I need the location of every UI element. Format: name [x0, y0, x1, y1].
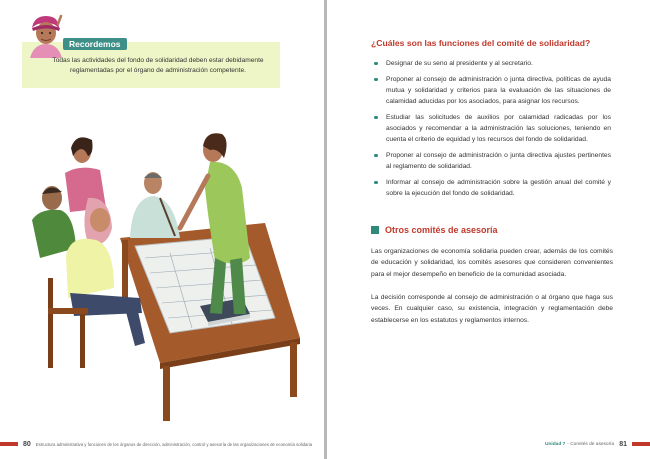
recordemos-label: Recordemos — [63, 38, 127, 50]
section-square-icon — [371, 226, 379, 234]
section-title: Otros comités de asesoría — [385, 225, 498, 235]
bullet-icon — [374, 78, 378, 82]
footer-bar — [632, 442, 650, 446]
list-item: Designar de su seno al presidente y al secretario. — [371, 58, 611, 69]
list-item: Informar al consejo de administración sobre la gestión anual del comité y sobre la ejecución del fondo de solidaridad. — [371, 177, 611, 199]
meeting-illustration — [10, 128, 310, 428]
functions-list — [371, 58, 611, 204]
functions-title: ¿Cuáles son las funciones del comité de solidaridad? — [371, 38, 591, 48]
footer-unit: Unidad 7 — [545, 441, 566, 447]
list-item: Estudiar las solicitudes de auxilios por calamidad radicadas por los asociados y recomendar a la administración las soluciones, teniendo en cuenta el criterio de equidad y los recursos del fondo de solidaridad. — [371, 112, 611, 145]
page-number-right: 81 — [619, 440, 627, 448]
list-item: Proponer al consejo de administración o junta directiva, políticas de ayuda mutua y solidaridad y criterios para la evaluación de las situaciones de calamidad aducidas por los asociados, para asignar los recursos. — [371, 74, 611, 107]
paragraph: Las organizaciones de economía solidaria pueden crear, además de los comités de educación y solidaridad, los comités asesores que consideren convenientes para el mejor desempeño en beneficio de la comunidad asociada. — [371, 248, 613, 278]
footer-right — [545, 439, 650, 449]
recordemos-text: Todas las actividades del fondo de solidaridad deben estar debidamente reglamentadas por el órgano de administración competente. — [52, 57, 264, 74]
bullet-icon — [374, 181, 378, 185]
left-page — [0, 0, 324, 459]
bullet-icon — [374, 62, 378, 66]
bullet-icon — [374, 154, 378, 158]
footer-text-left: Estructura administrativa y funciones de los órganos de dirección, administración, control y asesoría de las organizaciones de economía solidaria — [35, 441, 313, 447]
footer-bar — [0, 442, 18, 446]
bullet-icon — [374, 116, 378, 120]
right-page — [327, 0, 650, 459]
footer-unit-title: - Comités de asesoría — [567, 441, 615, 447]
section-header — [371, 225, 498, 235]
paragraph: La decisión corresponde al consejo de administración o al órgano que haga sus veces. En cualquier caso, su existencia, integración y reglamentación debe establecerse en los estatutos y reglamentos internos. — [371, 294, 613, 324]
footer-left — [0, 439, 312, 449]
page-number-left: 80 — [23, 440, 31, 448]
list-item: Proponer al consejo de administración o junta directiva ajustes pertinentes al reglamento de solidaridad. — [371, 150, 611, 172]
woman-avatar-icon — [26, 14, 64, 58]
